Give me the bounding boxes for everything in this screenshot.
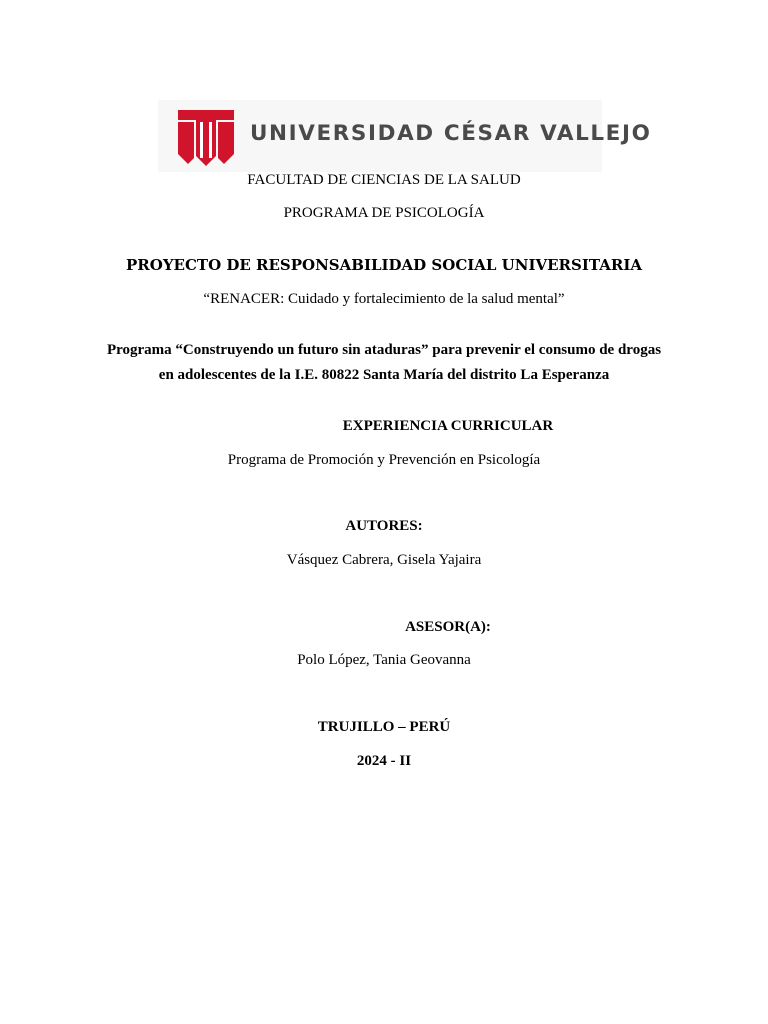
program-title-line-1: Programa “Construyendo un futuro sin ataduras” para prevenir el consumo de drogas (106, 342, 662, 358)
project-title: PROYECTO DE RESPONSABILIDAD SOCIAL UNIVERSITARIA (126, 256, 642, 274)
program-name: PROGRAMA DE PSICOLOGÍA (283, 205, 485, 221)
university-logo (158, 100, 652, 172)
author-name: Vásquez Cabrera, Gisela Yajaira (286, 552, 482, 568)
project-subtitle: “RENACER: Cuidado y fortalecimiento de la salud mental” (203, 291, 565, 307)
experience-value: Programa de Promoción y Prevención en Psicología (227, 452, 541, 468)
advisor-name: Polo López, Tania Geovanna (297, 652, 471, 668)
location: TRUJILLO – PERÚ (317, 719, 451, 735)
faculty-name: FACULTAD DE CIENCIAS DE LA SALUD (247, 172, 521, 188)
university-shield-icon (176, 108, 236, 168)
logo-text: UNIVERSIDAD CÉSAR VALLEJO (250, 121, 652, 146)
program-title-line-2: en adolescentes de la I.E. 80822 Santa María del distrito La Esperanza (158, 367, 610, 383)
advisor-heading: ASESOR(A): (405, 619, 491, 635)
academic-period: 2024 - II (356, 753, 412, 769)
authors-heading: AUTORES: (345, 518, 423, 534)
experience-heading: EXPERIENCIA CURRICULAR (342, 418, 554, 434)
